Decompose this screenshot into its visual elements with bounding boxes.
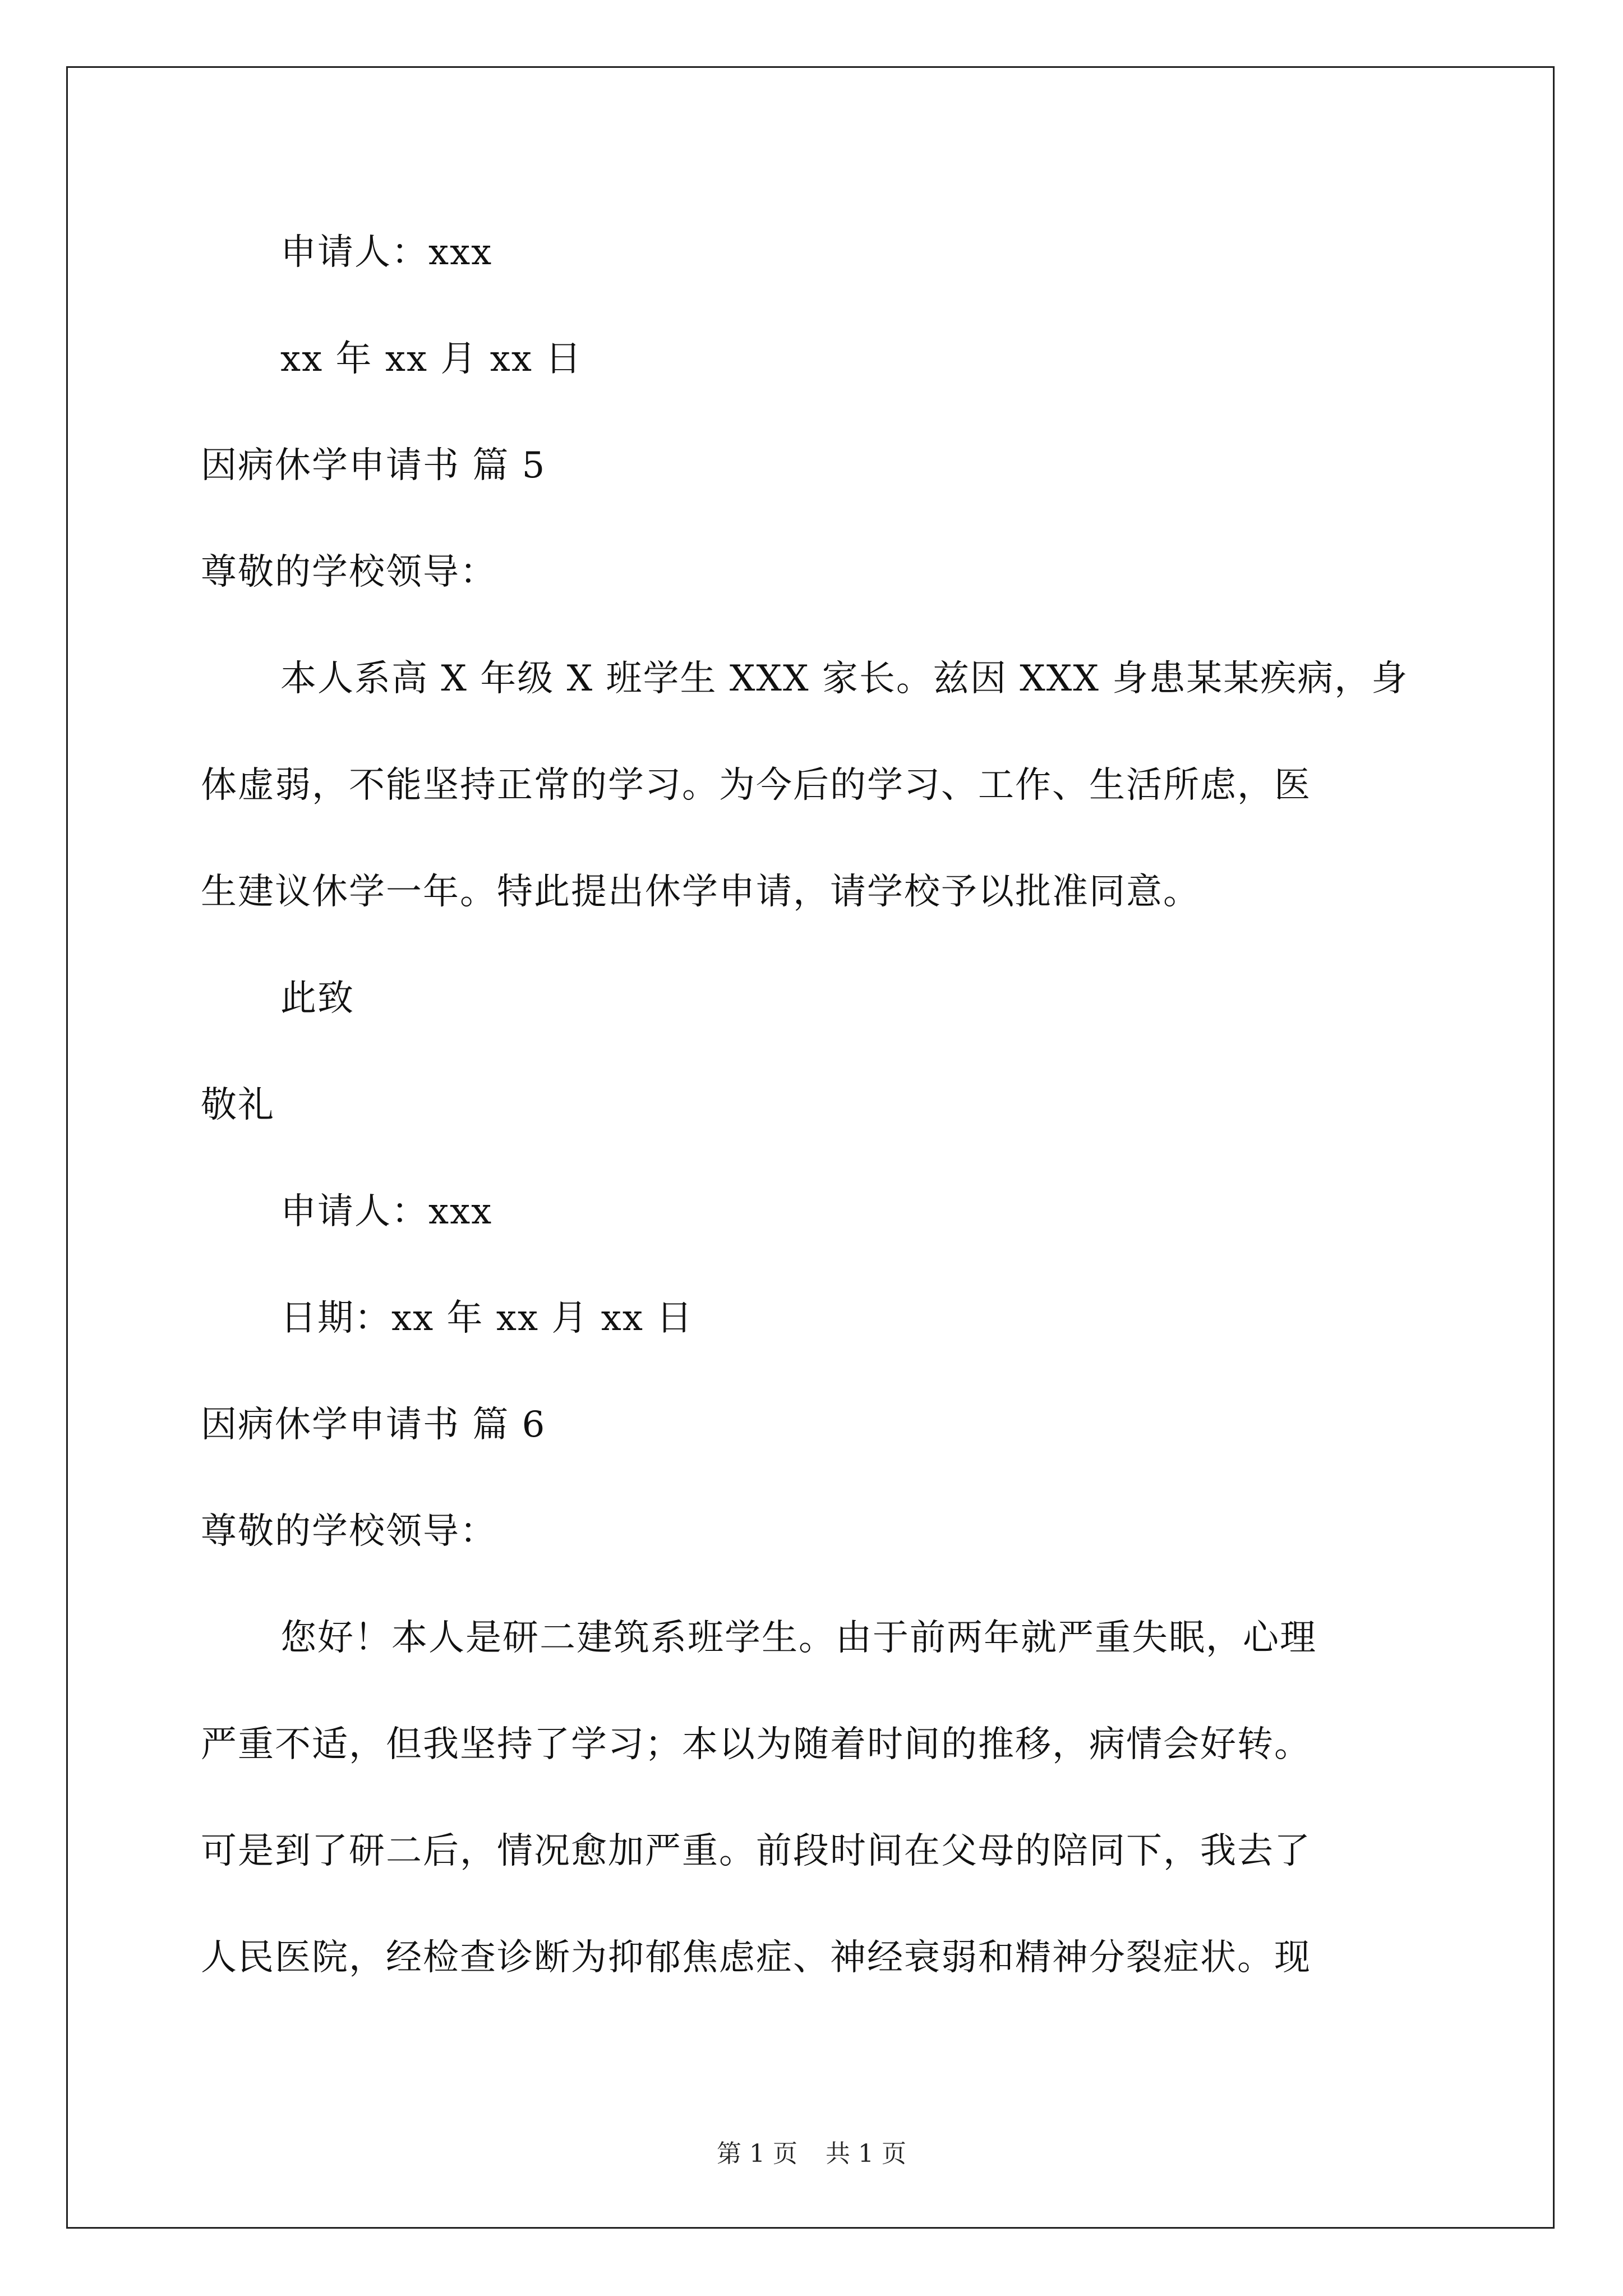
- applicant-line: 申请人：xxx: [280, 232, 493, 273]
- body-paragraph-line: 体虚弱，不能坚持正常的学习。为今后的学习、工作、生活所虑，医: [201, 765, 1311, 806]
- body-paragraph-line: 生建议休学一年。特此提出休学申请，请学校予以批准同意。: [201, 871, 1200, 913]
- page-number: 第 1 页: [717, 2139, 797, 2168]
- body-paragraph-line: 本人系高 X 年级 X 班学生 XXX 家长。兹因 XXX 身患某某疾病，身: [280, 658, 1409, 700]
- page-total: 共 1 页: [826, 2139, 906, 2168]
- date-line: xx 年 xx 月 xx 日: [280, 338, 583, 380]
- page-footer: [0, 2137, 1623, 2171]
- body-paragraph-line: 人民医院，经检查诊断为抑郁焦虑症、神经衰弱和精神分裂症状。现: [201, 1937, 1311, 1978]
- page-border: [66, 66, 1555, 2229]
- date-line: 日期：xx 年 xx 月 xx 日: [280, 1297, 694, 1339]
- applicant-line: 申请人：xxx: [280, 1191, 493, 1232]
- salutation: 尊敬的学校领导：: [201, 1511, 497, 1552]
- closing-line: 此致: [280, 978, 354, 1019]
- section-title-5: 因病休学申请书 篇 5: [201, 445, 546, 486]
- closing-greeting: 敬礼: [201, 1084, 275, 1126]
- body-paragraph-line: 您好！本人是研二建筑系班学生。由于前两年就严重失眠，心理: [280, 1617, 1317, 1659]
- body-paragraph-line: 可是到了研二后，情况愈加严重。前段时间在父母的陪同下，我去了: [201, 1830, 1311, 1872]
- section-title-6: 因病休学申请书 篇 6: [201, 1404, 546, 1446]
- body-paragraph-line: 严重不适，但我坚持了学习；本以为随着时间的推移，病情会好转。: [201, 1724, 1311, 1765]
- salutation: 尊敬的学校领导：: [201, 551, 497, 593]
